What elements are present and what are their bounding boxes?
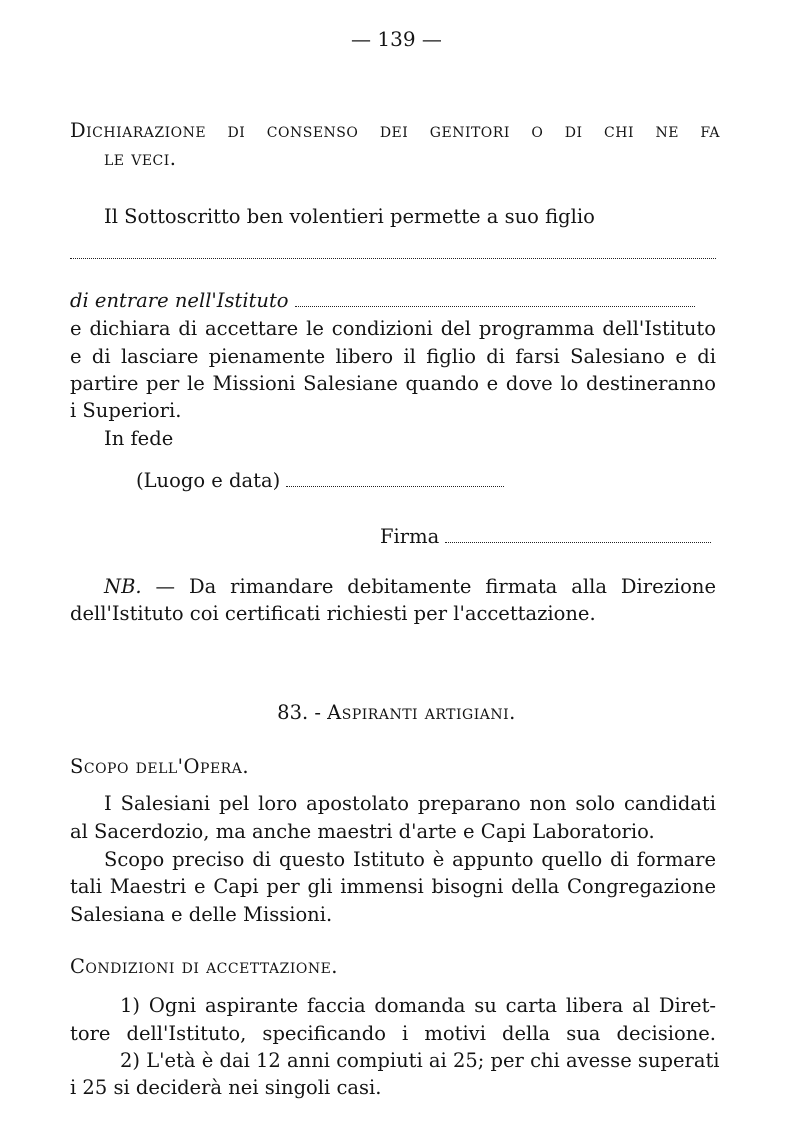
page-number: — 139 — [351,27,442,51]
purpose-line: I Salesiani pel loro apostolato preparano non solo candidati [104,792,716,815]
section-number: 83. - [277,701,321,724]
conditions-line: 2) L'età è dai 12 anni compiuti ai 25; per chi avesse superati [120,1049,720,1072]
place-date-label: (Luogo e data) [136,469,281,492]
signature-line [380,524,711,550]
consent-heading: Dichiarazione di consenso dei genitori o di chi ne fa [70,119,720,142]
son-name-dotted-line [70,258,716,259]
purpose-line: tali Maestri e Capi per gli immensi bisogni della Congregazione [70,875,716,898]
section-title [0,700,793,726]
conditions-line: 1) Ogni aspirante faccia domanda su carta libera al Diret- [120,994,716,1017]
enter-institute-line [70,288,720,314]
consent-heading-continued: le veci. [104,147,177,170]
signature-label: Firma [380,525,440,548]
nb-label: NB. [104,575,142,598]
nb-note-line [104,574,716,600]
in-fede: In fede [104,427,174,450]
purpose-line: Salesiana e delle Missioni. [70,903,333,926]
conditions-line: i 25 si deciderà nei singoli casi. [70,1076,382,1099]
nb-note-line-2: dell'Istituto coi certificati richiesti per l'accettazione. [70,602,596,625]
consent-body-line: e dichiara di accettare le condizioni del programma dell'Istituto [70,317,716,340]
consent-intro: Il Sottoscritto ben volentieri permette a suo figlio [104,205,595,228]
conditions-heading: Condizioni di accettazione. [70,955,339,978]
place-date-dotted-line [286,486,504,487]
consent-body-line: partire per le Missioni Salesiane quando e dove lo destineranno [70,372,716,395]
place-date-line [136,468,504,494]
purpose-line: al Sacerdozio, ma anche maestri d'arte e Capi Laboratorio. [70,820,655,843]
conditions-line: tore dell'Istituto, specificando i motivi della sua decisione. [70,1022,716,1045]
enter-institute-label: di entrare nell'Istituto [70,289,289,312]
institute-dotted-line [295,306,695,307]
purpose-line: Scopo preciso di questo Istituto è appunto quello di formare [104,848,716,871]
consent-body-line: e di lasciare pienamente libero il figlio di farsi Salesiano e di [70,345,716,368]
nb-note-text: — Da rimandare debitamente firmata alla Direzione [155,575,716,598]
purpose-heading: Scopo dell'Opera. [70,755,250,778]
signature-dotted-line [445,542,711,543]
consent-body-line: i Superiori. [70,399,182,422]
section-title-text: Aspiranti artigiani. [327,701,516,724]
